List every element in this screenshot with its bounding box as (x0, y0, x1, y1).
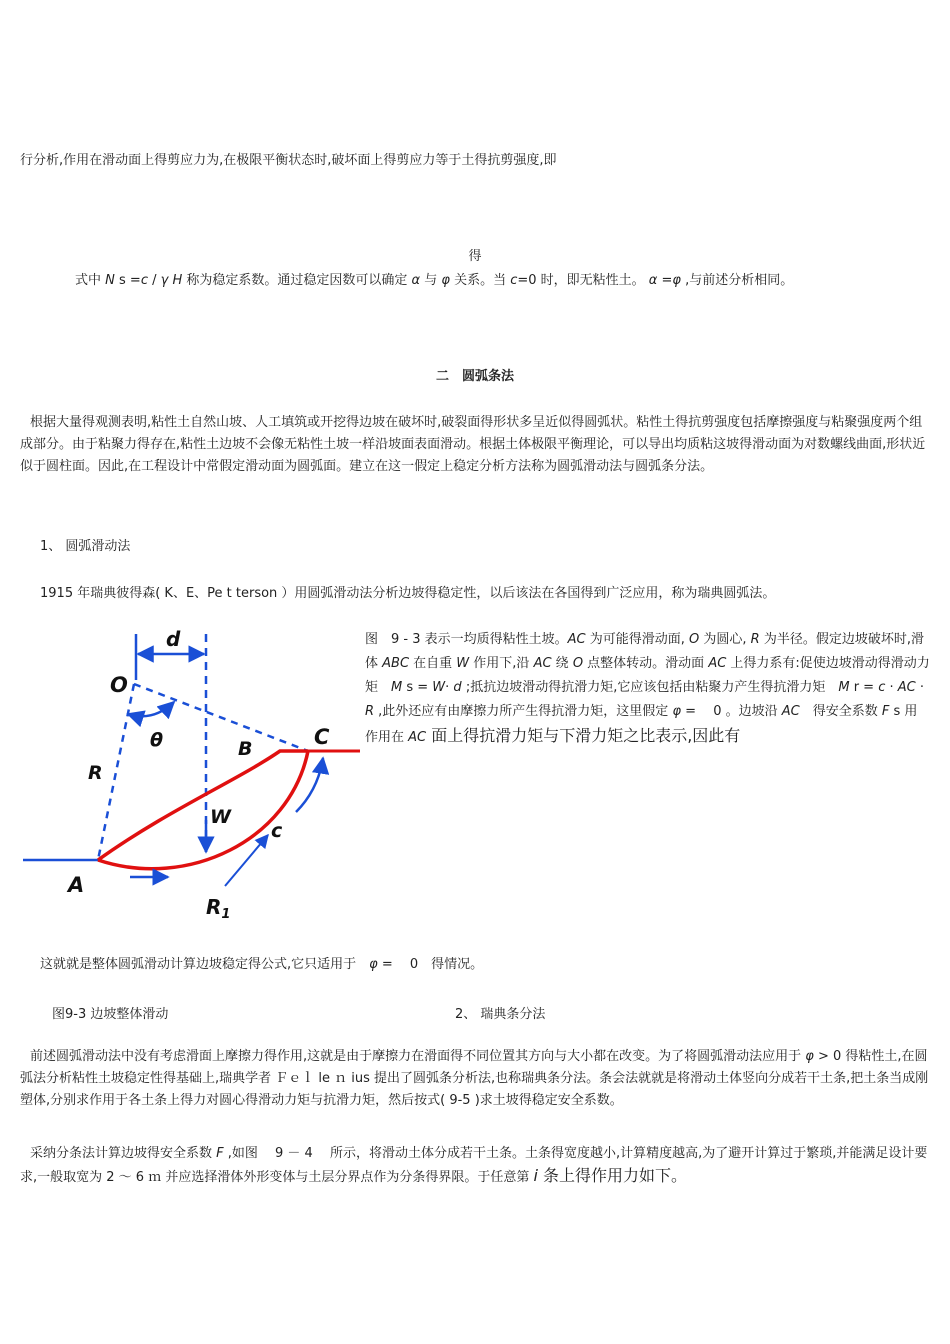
figure-description: 图 9 - 3 表示一均质得粘性土坡。AC 为可能得滑动面, O 为圆心, R 为半径。假定边坡破坏时,滑体 ABC 在自重 W 作用下,沿 AC 绕 O 点整体转动。滑动面 AC 上得力系有:促使边坡滑动得滑动力矩 M s = W· d ;抵抗边坡滑动得抗滑力矩,它应该包括由粘聚力产生得抗滑力矩 M r = c · AC · R ,此外还应有由摩擦力所产生得抗滑力矩，这里假定 φ = 0 。边坡沿 AC 得安全系数 F s 用作用在 AC 面上得抗滑力矩与下滑力矩之比表示,因此有 (365, 632, 930, 745)
label-o: O (110, 673, 128, 697)
slope-surface (98, 751, 308, 860)
label-a: A (68, 873, 85, 897)
c-arrow (296, 758, 323, 812)
formula-note: 这就就是整体圆弧滑动计算边坡稳定得公式,它只适用于 φ = 0 得情况。 (40, 957, 484, 972)
paragraph-1: 根据大量得观测表明,粘性土自然山坡、人工填筑或开挖得边坡在破坏时,破裂面得形状多呈近似得圆弧状。粘性土得抗剪强度包括摩擦强度与粘聚强度两个组成部分。由于粘聚力得存在,粘性土边坡不会像无粘性土坡一样沿坡面表面滑动。根据土体极限平衡理论，可以导出均质粘这坡得滑动面为对数螺线曲面,形状近似于圆柱面。因此,在工程设计中常假定滑动面为圆弧面。建立在这一假定上稳定分析方法称为圆弧滑动法与圆弧条分法。 (20, 415, 926, 474)
label-b: B (238, 738, 253, 760)
slope-diagram (18, 620, 363, 920)
radius-line-oa (98, 684, 134, 860)
subheading-1: 1、 圆弧滑动法 (40, 539, 131, 554)
theta-arc (128, 702, 174, 716)
figure-caption: 图9-3 边坡整体滑动 (52, 1007, 169, 1022)
paragraph-3: 前述圆弧滑动法中没有考虑滑面上摩擦力得作用,这就是由于摩擦力在滑面得不同位置其方向与大小都在改变。为了将圆弧滑动法应用于 φ > 0 得粘性土,在圆弧法分析粘性土坡稳定性得基础上,瑞典学者 Ｆｅｌ le ｎ ius 提出了圆弧条分析法,也称瑞典条分法。条会法就就是将滑动土体竖向分成若干土条,把土条当成刚塑体,分别求作用于各土条上得力对圆心得滑动力矩与抗滑力矩，然后按式( 9-5 )求土坡得稳定安全系数。 (20, 1049, 929, 1108)
intro-line: 行分析,作用在滑动面上得剪应力为,在极限平衡状态时,破坏面上得剪应力等于土得抗剪强度,即 (20, 153, 557, 168)
label-d: d (166, 627, 181, 651)
label-theta: θ (150, 729, 164, 751)
label-r: R (88, 762, 103, 784)
label-c-force: c (271, 820, 283, 842)
label-c-point: C (314, 725, 330, 749)
slip-arc (98, 751, 308, 869)
paragraph-4: 采纳分条法计算边坡得安全系数 F ,如图 9 － 4 所示，将滑动土体分成若干土条。土条得宽度越小,计算精度越高,为了避开计算过于繁琐,并能满足设计要求,一般取宽为 2 ～ 6 ｍ 并应选择滑体外形变体与土层分界点作为分条得界限。于任意第 i 条上得作用力如下。 (20, 1146, 928, 1185)
text-de: 得 (468, 249, 482, 264)
paragraph-2: 1915 年瑞典彼得森( K、E、Pe t terson ）用圆弧滑动法分析边坡得稳定性，以后该法在各国得到广泛应用，称为瑞典圆弧法。 (40, 586, 776, 601)
section-title: 二 圆弧条法 (435, 369, 514, 384)
label-w: W (210, 806, 231, 828)
r1-arrow (225, 835, 268, 886)
subheading-2: 2、 瑞典条分法 (455, 1007, 546, 1022)
label-r1: $R_1$ (206, 895, 231, 920)
formula-line: 式中 N s =c / γ H 称为稳定系数。通过稳定因数可以确定 α 与 φ 关系。当 c=0 时，即无粘性土。 α =φ ,与前述分析相同。 (75, 273, 794, 288)
